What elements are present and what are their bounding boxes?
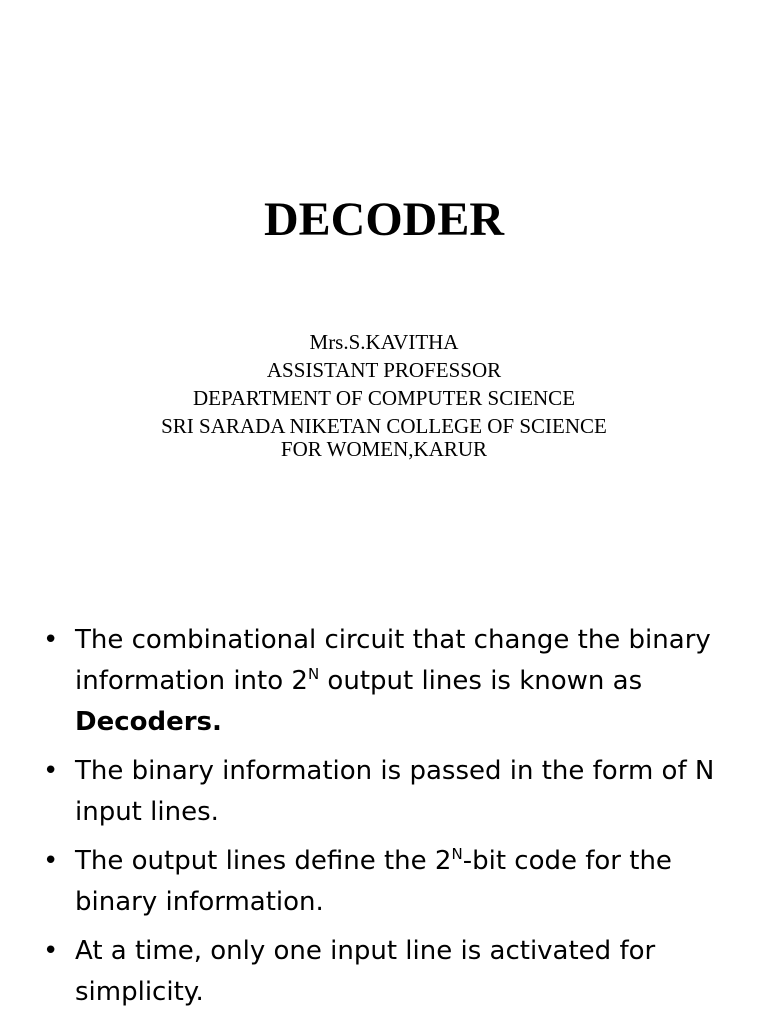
author-department: DEPARTMENT OF COMPUTER SCIENCE — [192, 386, 576, 410]
bullet-dot: • — [43, 756, 59, 786]
bullet-list — [0, 620, 768, 1021]
bullet-text: -bit code for the binary information. — [75, 846, 672, 917]
author-block — [0, 328, 768, 460]
author-name: Mrs.S.KAVITHA — [309, 330, 459, 354]
bullet-dot: • — [43, 936, 59, 966]
superscript-n: N — [451, 845, 463, 863]
bullet-text: The output lines define the 2 — [75, 846, 452, 876]
author-position: ASSISTANT PROFESSOR — [266, 358, 502, 382]
author-college-line2: FOR WOMEN,KARUR — [280, 437, 488, 461]
bullet-item — [0, 931, 768, 1013]
bullet-item — [0, 620, 768, 743]
bullet-text: At a time, only one input line is activated for simplicity. — [75, 936, 656, 1007]
bullet-text: The combinational circuit that change the binary information into 2 — [75, 625, 711, 696]
bullet-dot: • — [43, 625, 59, 655]
bullet-text: The binary information is passed in the form of N input lines. — [75, 756, 715, 827]
bullet-dot: • — [43, 846, 59, 876]
bullet-item — [0, 841, 768, 923]
slide-title: DECODER — [263, 193, 505, 246]
superscript-n: N — [307, 665, 320, 683]
bullet-bold-term: Decoders. — [75, 707, 222, 737]
bullet-text: output lines is known as — [319, 666, 643, 696]
bullet-item — [0, 751, 768, 833]
author-college-line1: SRI SARADA NIKETAN COLLEGE OF SCIENCE — [161, 414, 607, 438]
